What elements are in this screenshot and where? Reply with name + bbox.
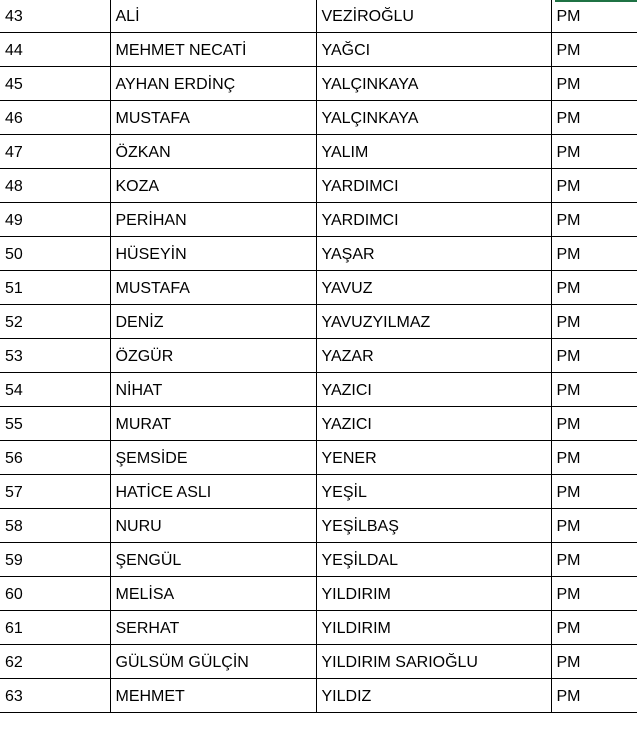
- row-number-cell[interactable]: 59: [0, 543, 110, 577]
- last-name-cell[interactable]: YEŞİL: [316, 475, 551, 509]
- row-number-cell[interactable]: 49: [0, 203, 110, 237]
- table-row: [0, 543, 637, 577]
- last-name-cell[interactable]: YARDIMCI: [316, 203, 551, 237]
- title-cell[interactable]: PM: [551, 509, 637, 543]
- last-name-cell[interactable]: YAZICI: [316, 373, 551, 407]
- table-row: [0, 203, 637, 237]
- table-row: [0, 0, 637, 33]
- last-name-cell[interactable]: YILDIZ: [316, 679, 551, 713]
- first-name-cell[interactable]: ÖZGÜR: [110, 339, 316, 373]
- row-number-cell[interactable]: 50: [0, 237, 110, 271]
- title-cell[interactable]: PM: [551, 0, 637, 33]
- row-number-cell[interactable]: 44: [0, 33, 110, 67]
- first-name-cell[interactable]: NURU: [110, 509, 316, 543]
- row-number-cell[interactable]: 53: [0, 339, 110, 373]
- row-number-cell[interactable]: 51: [0, 271, 110, 305]
- table-row: [0, 577, 637, 611]
- title-cell[interactable]: PM: [551, 679, 637, 713]
- table-row: [0, 475, 637, 509]
- last-name-cell[interactable]: YAZAR: [316, 339, 551, 373]
- row-number-cell[interactable]: 57: [0, 475, 110, 509]
- last-name-cell[interactable]: YAĞCI: [316, 33, 551, 67]
- table-row: [0, 135, 637, 169]
- table-row: [0, 645, 637, 679]
- row-number-cell[interactable]: 43: [0, 0, 110, 33]
- title-cell[interactable]: PM: [551, 135, 637, 169]
- first-name-cell[interactable]: MEHMET: [110, 679, 316, 713]
- first-name-cell[interactable]: HATİCE ASLI: [110, 475, 316, 509]
- first-name-cell[interactable]: AYHAN ERDİNÇ: [110, 67, 316, 101]
- title-cell[interactable]: PM: [551, 611, 637, 645]
- table-row: [0, 67, 637, 101]
- title-cell[interactable]: PM: [551, 67, 637, 101]
- title-cell[interactable]: PM: [551, 645, 637, 679]
- table-row: [0, 373, 637, 407]
- first-name-cell[interactable]: PERİHAN: [110, 203, 316, 237]
- title-cell[interactable]: PM: [551, 203, 637, 237]
- title-cell[interactable]: PM: [551, 373, 637, 407]
- last-name-cell[interactable]: YALÇINKAYA: [316, 67, 551, 101]
- title-cell[interactable]: PM: [551, 441, 637, 475]
- title-cell[interactable]: PM: [551, 339, 637, 373]
- row-number-cell[interactable]: 52: [0, 305, 110, 339]
- last-name-cell[interactable]: YAŞAR: [316, 237, 551, 271]
- first-name-cell[interactable]: ALİ: [110, 0, 316, 33]
- first-name-cell[interactable]: ÖZKAN: [110, 135, 316, 169]
- row-number-cell[interactable]: 63: [0, 679, 110, 713]
- first-name-cell[interactable]: MUSTAFA: [110, 271, 316, 305]
- first-name-cell[interactable]: MELİSA: [110, 577, 316, 611]
- last-name-cell[interactable]: YAVUZYILMAZ: [316, 305, 551, 339]
- title-cell[interactable]: PM: [551, 407, 637, 441]
- table-row: [0, 101, 637, 135]
- title-cell[interactable]: PM: [551, 577, 637, 611]
- first-name-cell[interactable]: KOZA: [110, 169, 316, 203]
- table-row: [0, 169, 637, 203]
- title-cell[interactable]: PM: [551, 543, 637, 577]
- last-name-cell[interactable]: YAVUZ: [316, 271, 551, 305]
- table-row: [0, 679, 637, 713]
- row-number-cell[interactable]: 58: [0, 509, 110, 543]
- last-name-cell[interactable]: YALIM: [316, 135, 551, 169]
- title-cell[interactable]: PM: [551, 169, 637, 203]
- first-name-cell[interactable]: MEHMET NECATİ: [110, 33, 316, 67]
- first-name-cell[interactable]: ŞEMSİDE: [110, 441, 316, 475]
- first-name-cell[interactable]: GÜLSÜM GÜLÇİN: [110, 645, 316, 679]
- title-cell[interactable]: PM: [551, 475, 637, 509]
- first-name-cell[interactable]: HÜSEYİN: [110, 237, 316, 271]
- title-cell[interactable]: PM: [551, 305, 637, 339]
- first-name-cell[interactable]: MUSTAFA: [110, 101, 316, 135]
- row-number-cell[interactable]: 48: [0, 169, 110, 203]
- first-name-cell[interactable]: ŞENGÜL: [110, 543, 316, 577]
- last-name-cell[interactable]: YARDIMCI: [316, 169, 551, 203]
- last-name-cell[interactable]: YILDIRIM SARIOĞLU: [316, 645, 551, 679]
- row-number-cell[interactable]: 47: [0, 135, 110, 169]
- table-row: [0, 339, 637, 373]
- table-row: [0, 509, 637, 543]
- table-row: [0, 33, 637, 67]
- title-cell[interactable]: PM: [551, 33, 637, 67]
- row-number-cell[interactable]: 61: [0, 611, 110, 645]
- row-number-cell[interactable]: 60: [0, 577, 110, 611]
- last-name-cell[interactable]: YEŞİLBAŞ: [316, 509, 551, 543]
- table-row: [0, 441, 637, 475]
- title-cell[interactable]: PM: [551, 271, 637, 305]
- first-name-cell[interactable]: MURAT: [110, 407, 316, 441]
- row-number-cell[interactable]: 62: [0, 645, 110, 679]
- title-cell[interactable]: PM: [551, 101, 637, 135]
- row-number-cell[interactable]: 55: [0, 407, 110, 441]
- table-row: [0, 305, 637, 339]
- table-row: [0, 237, 637, 271]
- first-name-cell[interactable]: NİHAT: [110, 373, 316, 407]
- first-name-cell[interactable]: DENİZ: [110, 305, 316, 339]
- row-number-cell[interactable]: 56: [0, 441, 110, 475]
- first-name-cell[interactable]: SERHAT: [110, 611, 316, 645]
- last-name-cell[interactable]: YILDIRIM: [316, 577, 551, 611]
- row-number-cell[interactable]: 46: [0, 101, 110, 135]
- row-number-cell[interactable]: 45: [0, 67, 110, 101]
- title-cell[interactable]: PM: [551, 237, 637, 271]
- table-row: [0, 407, 637, 441]
- last-name-cell[interactable]: YILDIRIM: [316, 611, 551, 645]
- last-name-cell[interactable]: YENER: [316, 441, 551, 475]
- table-row: [0, 611, 637, 645]
- last-name-cell[interactable]: VEZİROĞLU: [316, 0, 551, 33]
- last-name-cell[interactable]: YEŞİLDAL: [316, 543, 551, 577]
- table-row: [0, 271, 637, 305]
- row-number-cell[interactable]: 54: [0, 373, 110, 407]
- last-name-cell[interactable]: YAZICI: [316, 407, 551, 441]
- last-name-cell[interactable]: YALÇINKAYA: [316, 101, 551, 135]
